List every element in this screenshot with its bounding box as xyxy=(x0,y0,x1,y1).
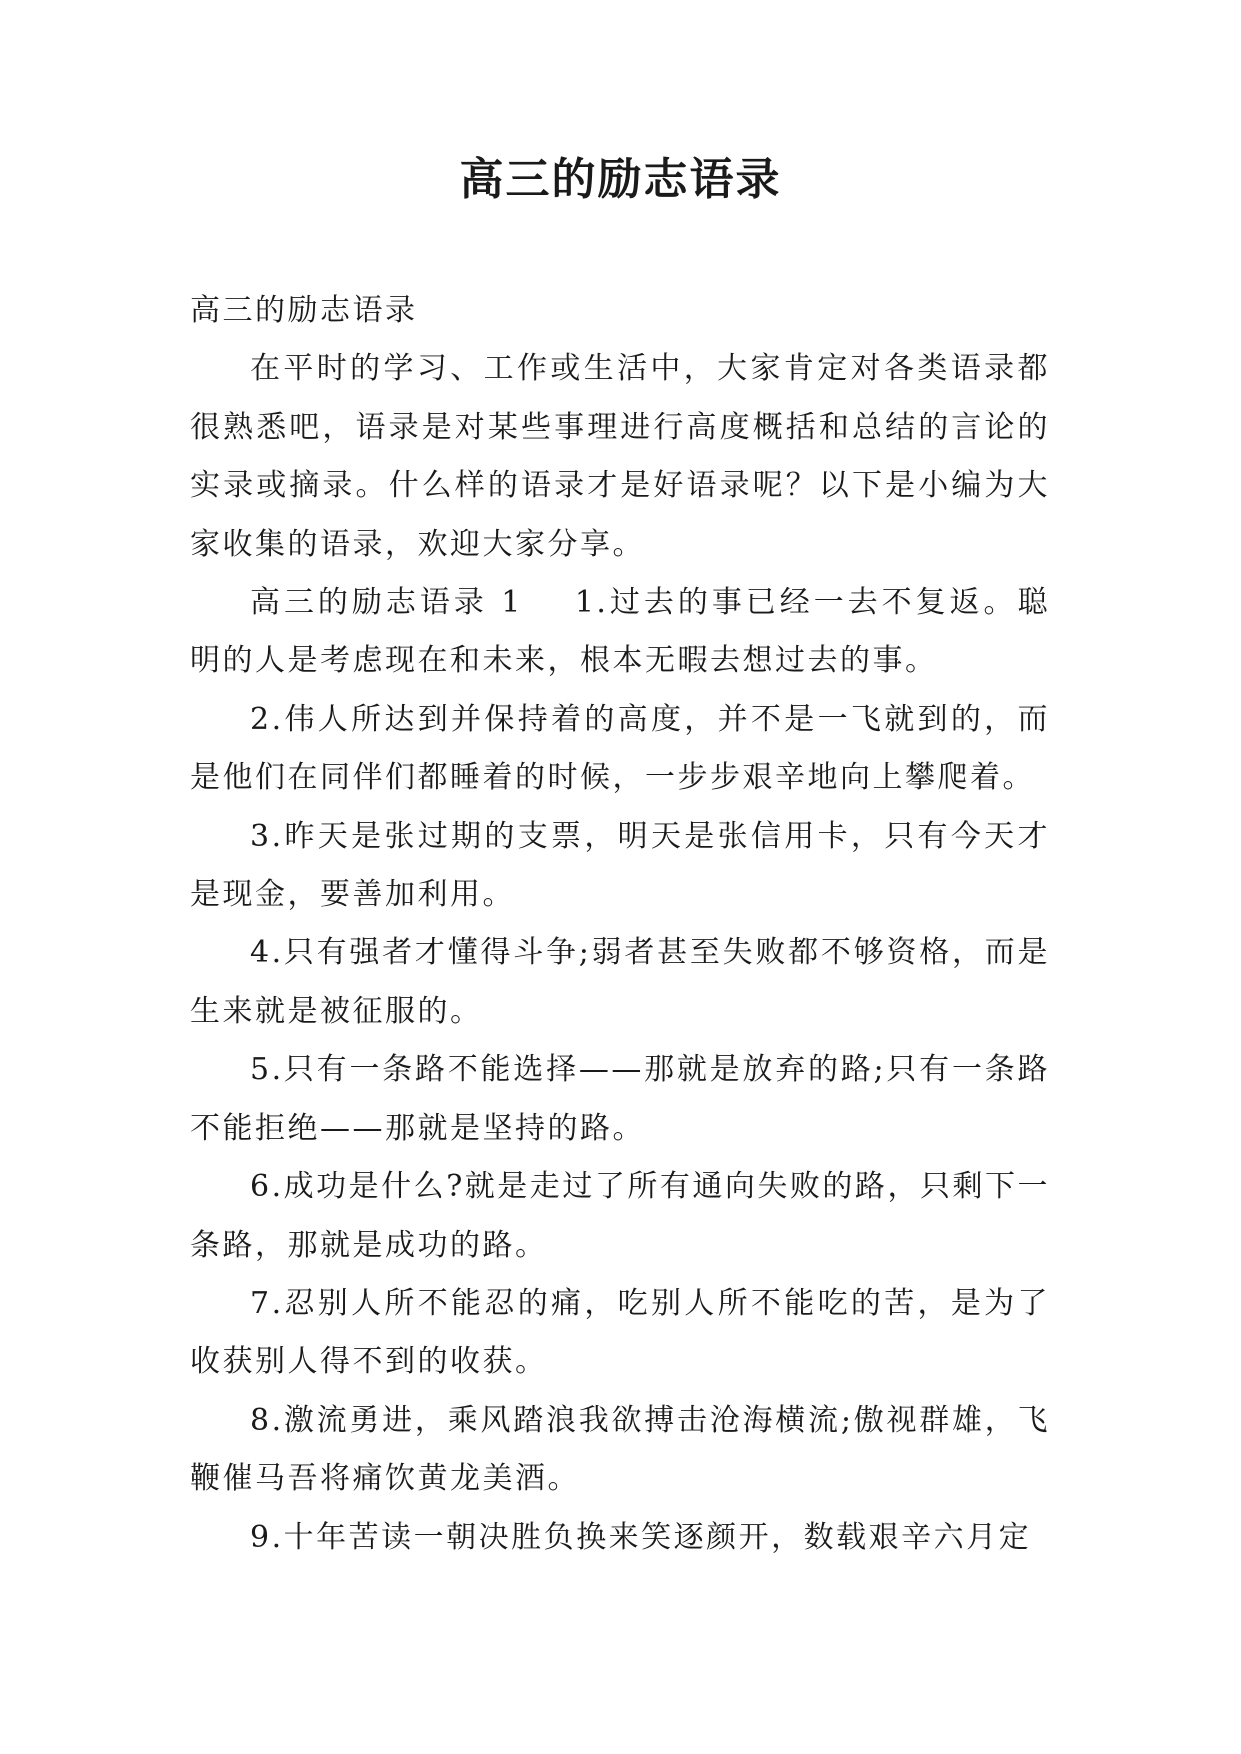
quote-5: 5.只有一条路不能选择——那就是放弃的路;只有一条路不能拒绝——那就是坚持的路。 xyxy=(190,1052,1050,1146)
quote-paragraph-1 xyxy=(190,574,1050,691)
section-heading: 高三的励志语录 1 xyxy=(250,585,523,621)
quote-7: 7.忍别人所不能忍的痛，吃别人所不能吃的苦，是为了收获别人得不到的收获。 xyxy=(190,1285,1050,1380)
subtitle: 高三的励志语录 xyxy=(190,293,418,328)
quote-4: 4.只有强者才懂得斗争;弱者甚至失败都不够资格，而是生来就是被征服的。 xyxy=(190,935,1050,1029)
document-body xyxy=(190,282,1050,1567)
quote-6: 6.成功是什么?就是走过了所有通向失败的路，只剩下一条路，那就是成功的路。 xyxy=(190,1169,1050,1263)
intro-paragraph: 在平时的学习、工作或生活中，大家肯定对各类语录都很熟悉吧，语录是对某些事理进行高度概括和总结的言论的实录或摘录。什么样的语录才是好语录呢？以下是小编为大家收集的语录，欢迎大家分享。 xyxy=(190,351,1050,562)
quote-3: 3.昨天是张过期的支票，明天是张信用卡，只有今天才是现金，要善加利用。 xyxy=(190,818,1050,913)
quote-9: 9.十年苦读一朝决胜负换来笑逐颜开，数载艰辛六月定 xyxy=(250,1519,1032,1555)
document-title: 高三的励志语录 xyxy=(459,154,782,205)
quote-8: 8.激流勇进，乘风踏浪我欲搏击沧海横流;傲视群雄，飞鞭催马吾将痛饮黄龙美酒。 xyxy=(190,1402,1050,1497)
quote-1: 1.过去的事已经一去不复返。聪明的人是考虑现在和未来，根本无暇去想过去的事。 xyxy=(190,585,1051,679)
quote-2: 2.伟人所达到并保持着的高度，并不是一飞就到的，而是他们在同伴们都睡着的时候，一步步艰辛地向上攀爬着。 xyxy=(190,701,1050,796)
